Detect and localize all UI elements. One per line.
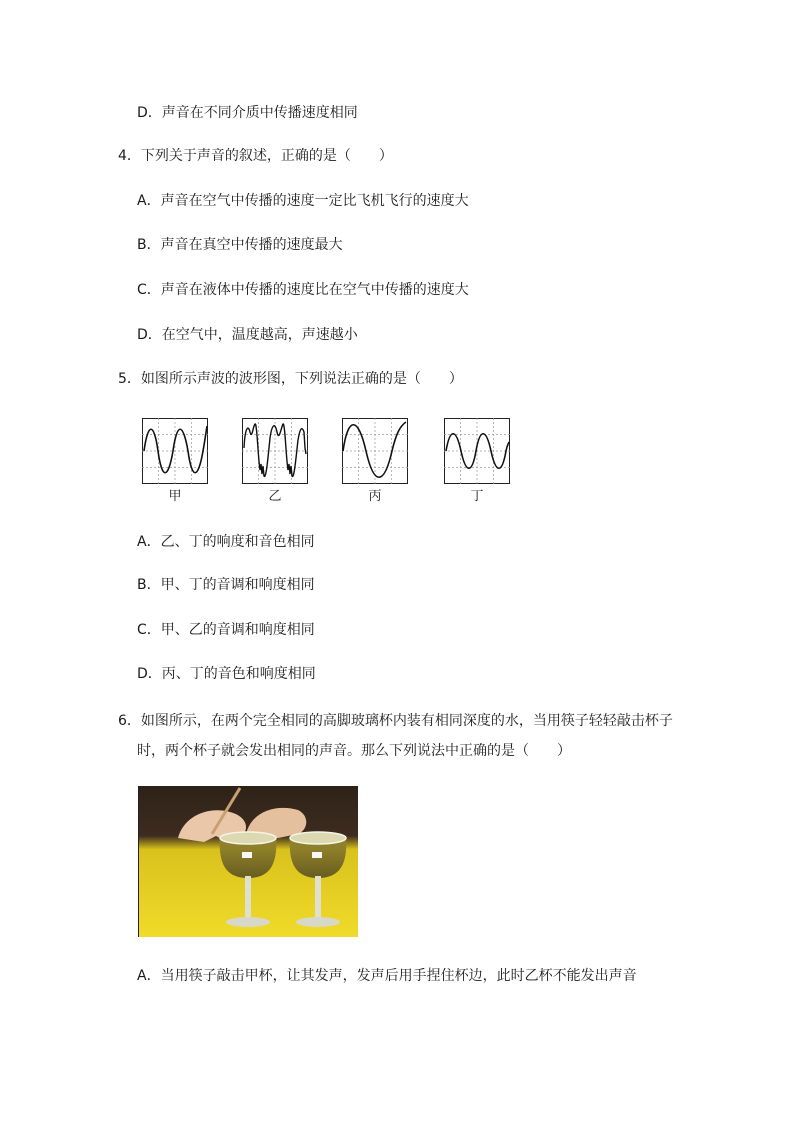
q5-option-c: C．甲、乙的音调和响度相同 — [137, 622, 315, 638]
q6-stem-line1: 6．如图所示，在两个完全相同的高脚玻璃杯内装有相同深度的水，当用筷子轻轻敲击杯子 — [118, 713, 673, 729]
waveform-label-bing: 丙 — [368, 489, 382, 504]
waveform-label-jia: 甲 — [168, 489, 182, 504]
q4-option-d: D．在空气中，温度越高，声速越小 — [137, 327, 358, 343]
q4-stem: 4．下列关于声音的叙述，正确的是（ ） — [118, 148, 393, 164]
waveform-jia — [142, 418, 208, 484]
q5-option-b: B．甲、丁的音调和响度相同 — [137, 577, 315, 593]
q6-stem-line2: 时，两个杯子就会发出相同的声音。那么下列说法中正确的是（ ） — [137, 743, 571, 759]
waveform-yi — [242, 418, 308, 484]
waveform-ding — [444, 418, 510, 484]
waveform-bing — [342, 418, 408, 484]
waveform-label-yi: 乙 — [268, 489, 282, 504]
waveform-label-ding: 丁 — [470, 489, 484, 504]
q5-option-a: A．乙、丁的响度和音色相同 — [137, 534, 315, 550]
q4-option-b: B．声音在真空中传播的速度最大 — [137, 237, 343, 253]
two-glasses-photo — [138, 786, 358, 937]
q3-option-d: D．声音在不同介质中传播速度相同 — [137, 105, 358, 121]
q4-option-c: C．声音在液体中传播的速度比在空气中传播的速度大 — [137, 282, 469, 298]
q4-option-a: A．声音在空气中传播的速度一定比飞机飞行的速度大 — [137, 193, 469, 209]
q5-stem: 5．如图所示声波的波形图，下列说法正确的是（ ） — [118, 371, 463, 387]
q6-option-a: A．当用筷子敲击甲杯，让其发声，发声后用手捏住杯边，此时乙杯不能发出声音 — [137, 968, 637, 984]
q5-option-d: D．丙、丁的音色和响度相同 — [137, 666, 316, 682]
